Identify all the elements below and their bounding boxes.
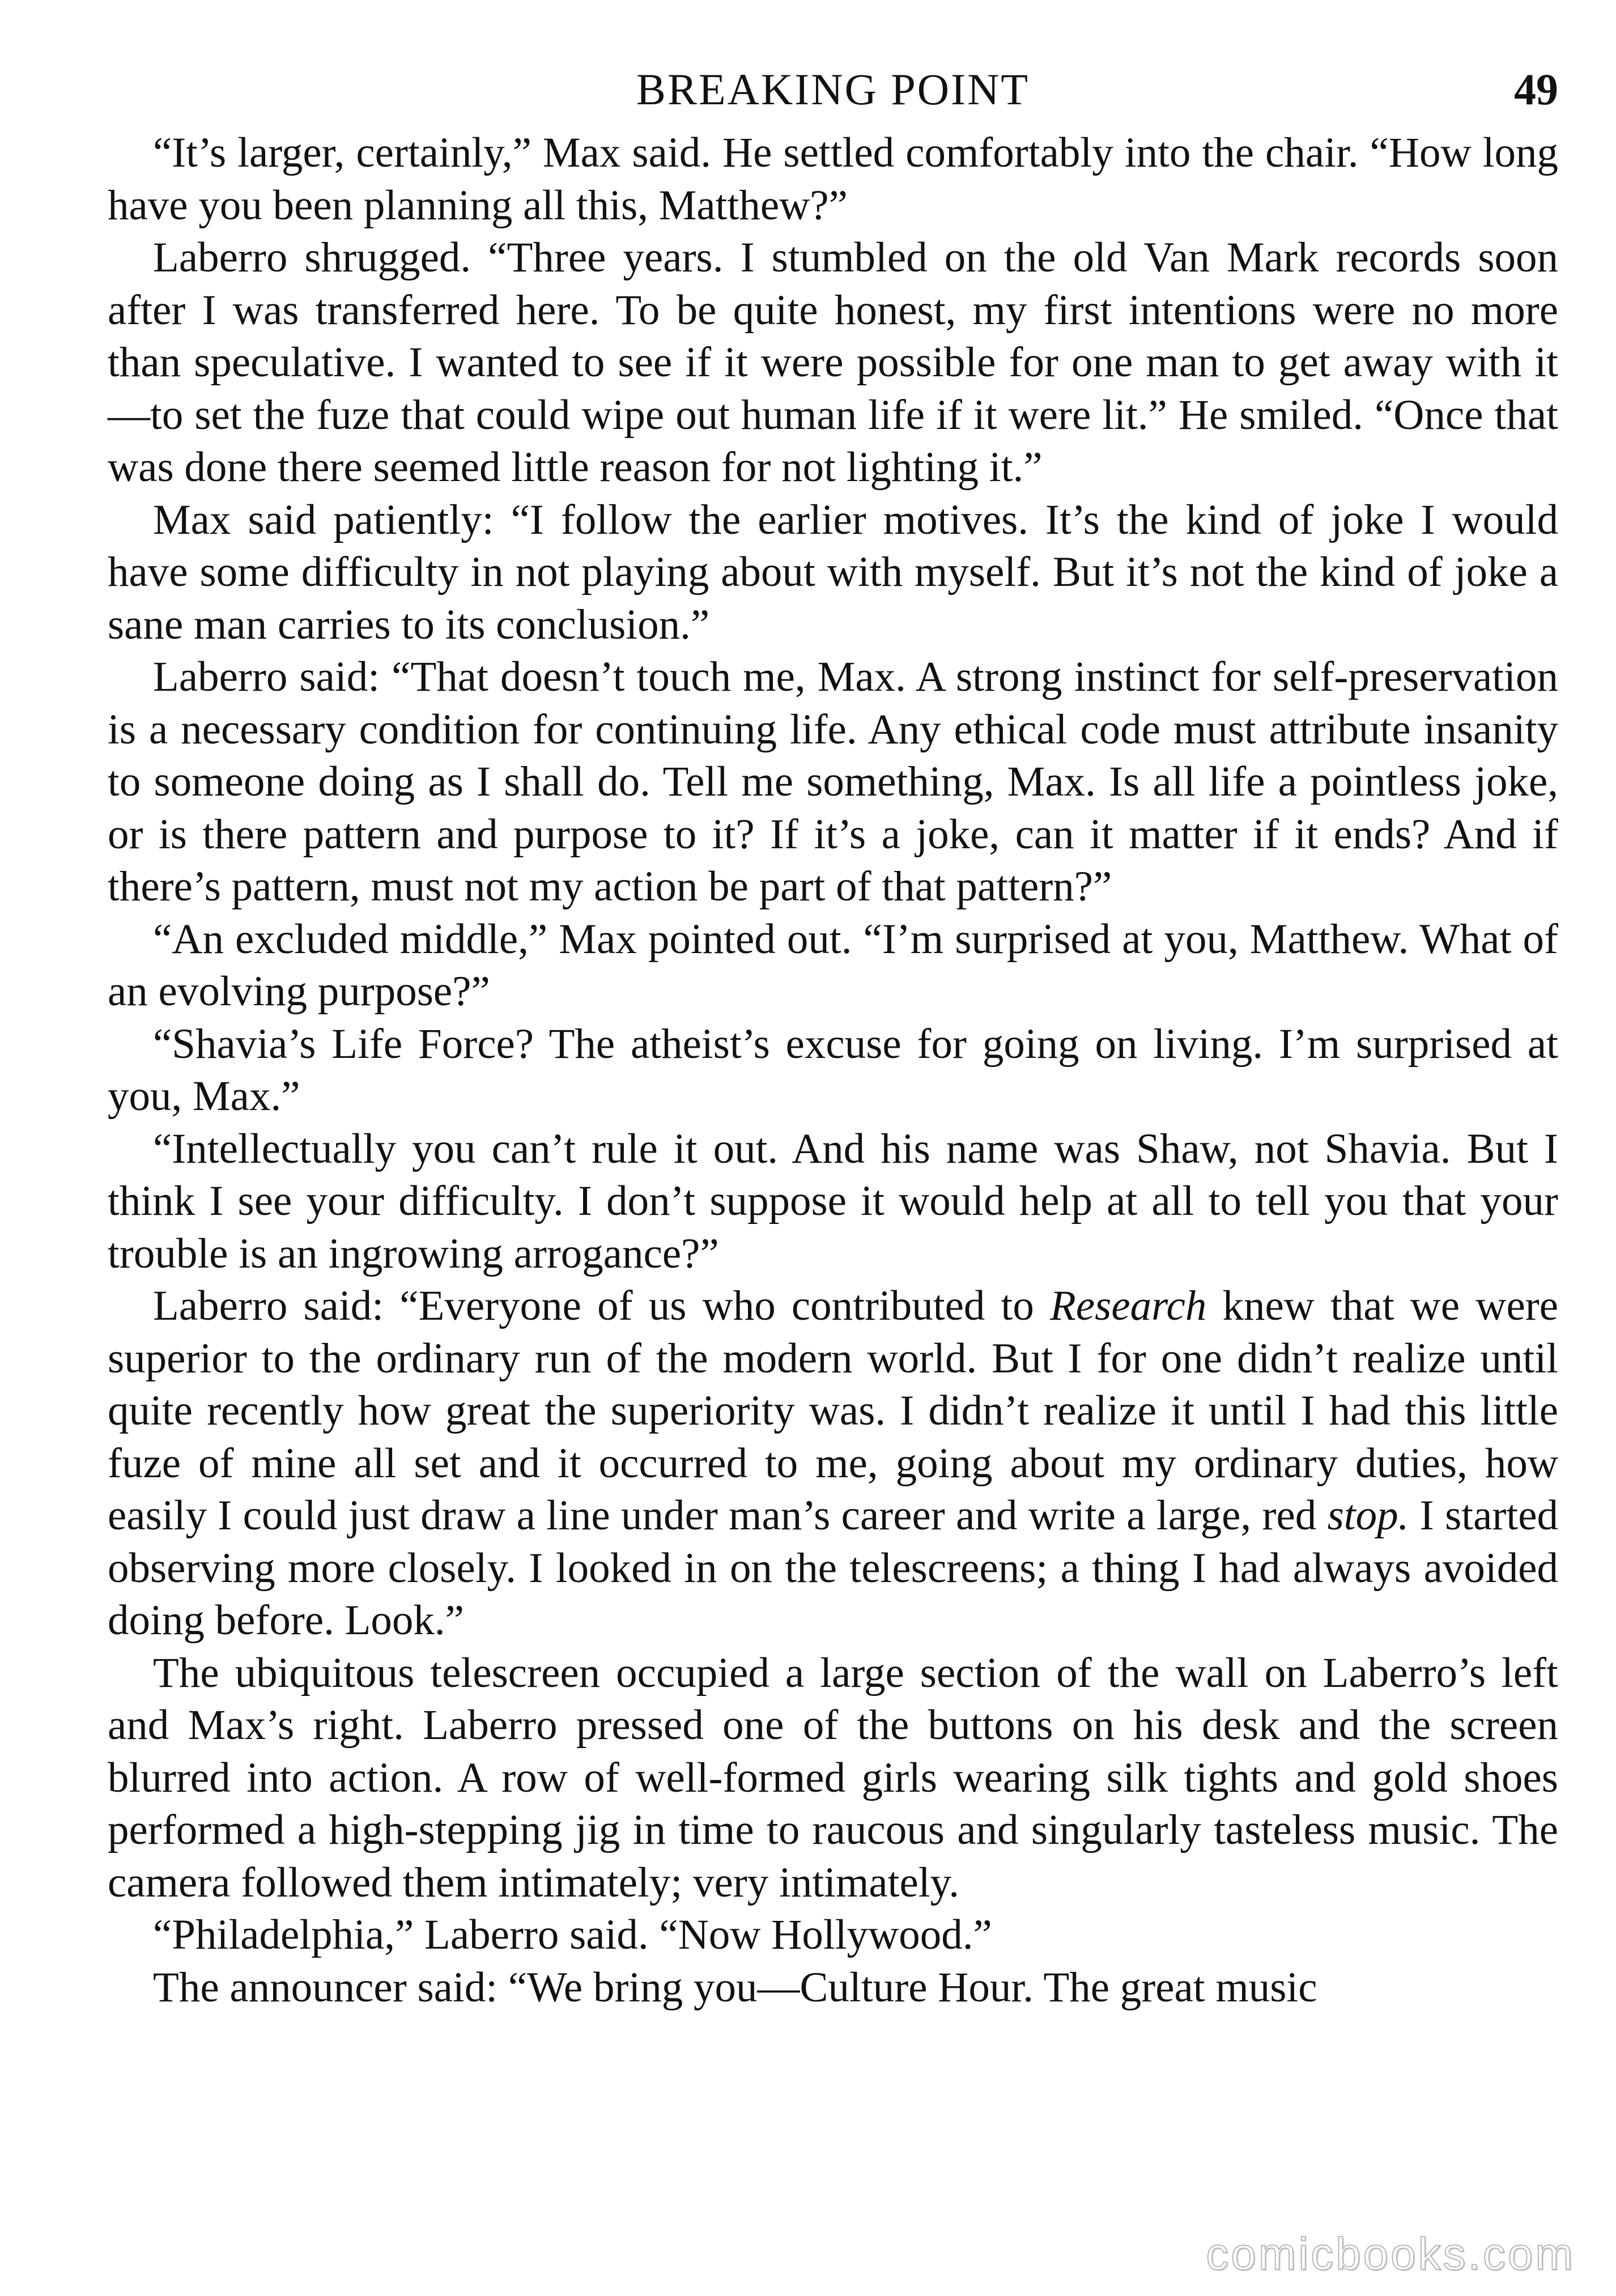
italic-text: stop.: [1327, 1492, 1409, 1539]
paragraph: [108, 913, 1558, 1018]
text-run: Laberro said: “Everyone of us who contributed to: [153, 1282, 1051, 1329]
paragraph: [108, 232, 1558, 494]
text-run: “Shavia’s Life Force? The atheist’s excuse for going on living. I’m surprised at you, Max.”: [108, 1020, 1558, 1120]
running-title: BREAKING POINT: [636, 65, 1030, 114]
text-run: “An excluded middle,” Max pointed out. “I’m surprised at you, Matthew. What of an evolving purpose?”: [108, 915, 1558, 1015]
text-run: The ubiquitous telescreen occupied a large section of the wall on Laberro’s left and Max’s right. Laberro pressed one of the buttons on his desk and the screen blurred into action. A row of well-formed girls wearing silk tights and gold shoes performed a high-stepping jig in time to raucous and singularly tasteless music. The camera followed them intimately; very intimately.: [108, 1649, 1558, 1906]
paragraph: [108, 494, 1558, 652]
paragraph: [108, 1962, 1558, 2014]
text-run: “Intellectually you can’t rule it out. And his name was Shaw, not Shavia. But I think I see your difficulty. I don’t suppose it would help at all to tell you that your trouble is an ingrowing arrogance?”: [108, 1125, 1558, 1277]
body-text: [108, 127, 1558, 2014]
paragraph: [108, 1018, 1558, 1123]
paragraph: [108, 1647, 1558, 1910]
italic-text: Research: [1050, 1282, 1207, 1329]
text-run: Laberro shrugged. “Three years. I stumbled on the old Van Mark records soon after I was transferred here. To be quite honest, my first intentions were no more than speculative. I wanted to see if it were possible for one man to get away with it—to set the fuze that could wipe out human life if it were lit.” He smiled. “Once that was done there seemed little reason for not lighting it.”: [108, 234, 1558, 491]
paragraph: [108, 1123, 1558, 1281]
text-run: “It’s larger, certainly,” Max said. He settled comfortably into the chair. “How long have you been planning all this, Matthew?”: [108, 129, 1558, 229]
text-run: I started observing more closely. I looked in on the telescreens; a thing I had always avoided doing before. Look.”: [108, 1492, 1558, 1644]
paragraph: [108, 127, 1558, 232]
paragraph: [108, 1909, 1558, 1962]
page-number: 49: [1514, 65, 1558, 114]
paragraph: [108, 651, 1558, 913]
watermark-logo: comicbooks.com: [1206, 2229, 1575, 2279]
paragraph: [108, 1280, 1558, 1647]
text-run: Max said patiently: “I follow the earlier motives. It’s the kind of joke I would have some difficulty in not playing about with myself. But it’s not the kind of joke a sane man carries to its conclusion.”: [108, 496, 1558, 648]
text-run: The announcer said: “We bring you—Culture Hour. The great music: [153, 1963, 1317, 2011]
text-run: knew that we were superior to the ordinary run of the modern world. But I for one didn’t realize until quite recently how great the superiority was. I didn’t realize it until I had this little fuze of mine all set and it occurred to me, going about my ordinary duties, how easily I could just draw a line under man’s career and write a large, red: [108, 1282, 1558, 1539]
text-run: Laberro said: “That doesn’t touch me, Max. A strong instinct for self-preservation is a necessary condition for continuing life. Any ethical code must attribute insanity to someone doing as I shall do. Tell me something, Max. Is all life a pointless joke, or is there pattern and purpose to it? If it’s a joke, can it matter if it ends? And if there’s pattern, must not my action be part of that pattern?”: [108, 653, 1558, 910]
running-head: [108, 61, 1558, 118]
text-run: “Philadelphia,” Laberro said. “Now Hollywood.”: [153, 1911, 992, 1958]
